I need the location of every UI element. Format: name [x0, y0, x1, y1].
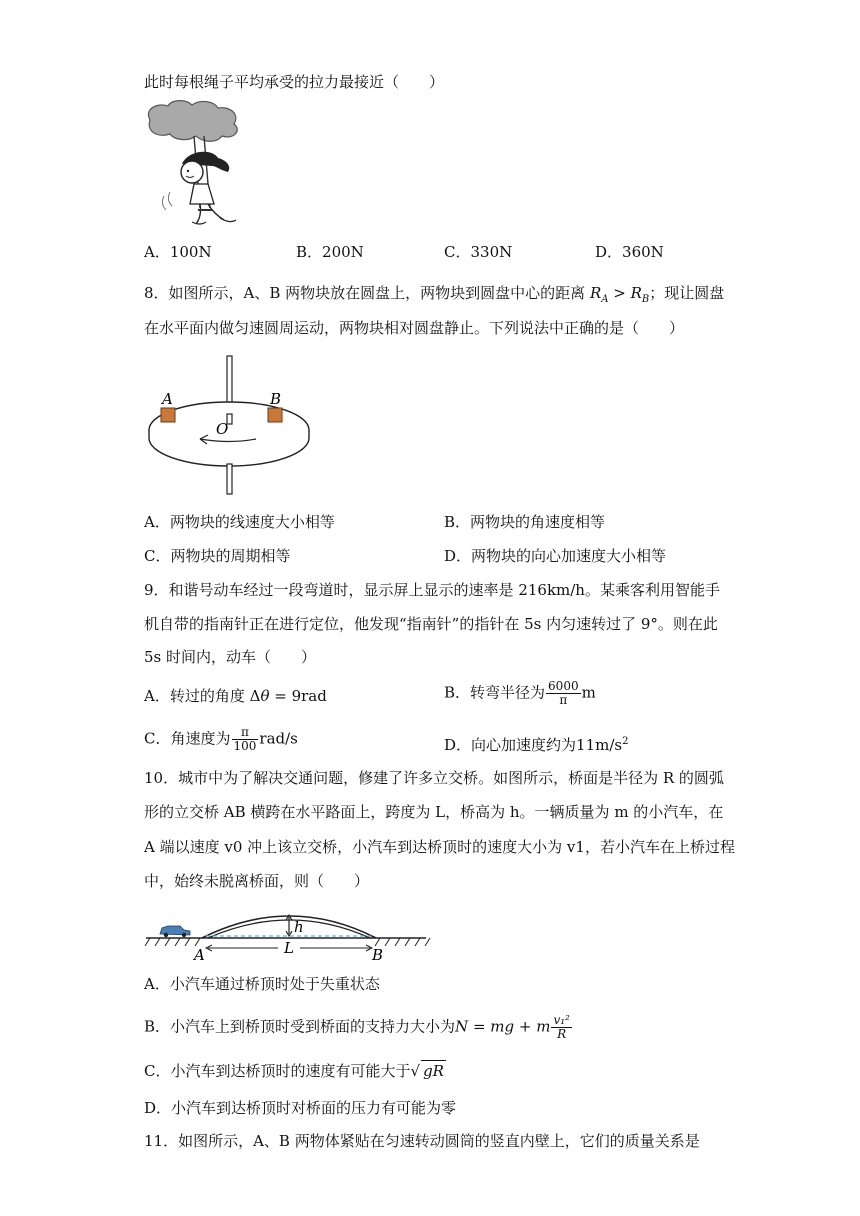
option-text: 两物块的角速度相等 — [470, 513, 606, 531]
option-letter: D． — [595, 243, 623, 261]
option-letter: D． — [144, 1099, 172, 1117]
q10-question-line-1: 10．城市中为了解决交通问题，修建了许多立交桥。如图所示，桥面是半径为 R 的圆弧 — [144, 769, 724, 787]
sqrt-symbol: √ — [410, 1062, 421, 1080]
bridge-height-label: h — [294, 918, 304, 936]
option-text: 360N — [622, 243, 664, 261]
rotating-disc-figure — [144, 352, 324, 496]
option-letter: D． — [444, 547, 472, 565]
q10-question-line-2: 形的立交桥 AB 横跨在水平路面上，跨度为 L，桥高为 h。一辆质量为 m 的小汽车，在 — [144, 803, 724, 821]
option-letter: B． — [444, 683, 471, 702]
option-letter: B． — [444, 513, 471, 531]
radius-fraction: $\frac{6000}{\pi}$ — [548, 679, 579, 707]
option-letter: B． — [296, 243, 323, 261]
q8-option-d[interactable] — [444, 546, 666, 566]
q9-question-line-1: 9．和谐号动车经过一段弯道时，显示屏上显示的速率是 216km/h。某乘客利用智能手 — [144, 581, 720, 599]
option-letter: A． — [144, 243, 170, 261]
option-letter: C． — [144, 729, 171, 748]
q9-option-d[interactable]: D．向心加速度约为$11m/s^2$ — [444, 736, 629, 754]
support-force-fraction: $\frac{\text{v₁²}}{R}$ — [553, 1013, 570, 1041]
center-o-label: O — [216, 420, 229, 438]
bridge-end-a-label: A — [194, 946, 205, 964]
q9-question-line-3: 5s 时间内，动车（ ） — [144, 648, 317, 666]
option-letter: C． — [144, 547, 171, 565]
q11-question-line-1: 11．如图所示，A、B 两物体紧贴在匀速转动圆筒的竖直内壁上，它们的质量关系是 — [144, 1132, 700, 1150]
q9-option-a[interactable]: A．转过的角度 Δθ = 9rad — [144, 687, 327, 705]
q8-question-line-1: 8．如图所示，A、B 两物块放在圆盘上，两物块到圆盘中心的距离 $R_A > R_B$；现让圆盘 — [144, 284, 725, 305]
option-letter: D． — [444, 736, 472, 754]
option-letter: C． — [444, 243, 471, 261]
q10-question-line-4: 中，始终未脱离桥面，则（ ） — [144, 872, 370, 890]
q10-option-a[interactable]: A．小汽车通过桥顶时处于失重状态 — [144, 975, 380, 993]
block-b-label: B — [270, 390, 282, 408]
girl-swing-figure — [142, 100, 252, 232]
bridge-span-label: L — [284, 939, 294, 957]
option-letter: A． — [144, 687, 170, 705]
q8-option-c[interactable] — [144, 546, 291, 566]
option-letter: A． — [144, 513, 170, 531]
q10-question-line-3: A 端以速度 v0 冲上该立交桥，小汽车到达桥顶时的速度大小为 v1，若小汽车在上桥过程 — [144, 838, 735, 856]
q9-option-b[interactable]: B．转弯半径为 $\frac{6000}{\pi}$ m — [444, 679, 596, 707]
q10-option-d[interactable]: D．小汽车到达桥顶时对桥面的压力有可能为零 — [144, 1099, 457, 1117]
option-text: 两物块的周期相等 — [170, 547, 291, 565]
option-letter: B． — [144, 1017, 171, 1036]
option-text: 330N — [470, 243, 513, 261]
option-text: 两物块的线速度大小相等 — [169, 513, 335, 531]
option-text: 两物块的向心加速度大小相等 — [471, 547, 667, 565]
q8-question-line-2: 在水平面内做匀速圆周运动，两物块相对圆盘静止。下列说法中正确的是（ ） — [144, 319, 685, 337]
q7-option-c[interactable] — [444, 242, 512, 262]
angular-velocity-fraction: $\frac{\pi}{100}$ — [233, 725, 257, 753]
option-text: 100N — [169, 243, 212, 261]
q9-question-line-2: 机自带的指南针正在进行定位，他发现“指南针”的指针在 5s 内匀速转过了 9°。则在此 — [144, 615, 718, 633]
q8-option-a[interactable] — [144, 512, 335, 532]
q9-option-c[interactable]: C．角速度为 $\frac{\pi}{100}$ rad/s — [144, 725, 298, 753]
option-letter: C． — [144, 1062, 171, 1080]
q7-question-tail: 此时每根绳子平均承受的拉力最接近（ ） — [144, 73, 445, 91]
q8-option-b[interactable] — [444, 512, 605, 532]
q7-option-d[interactable] — [595, 242, 664, 262]
option-text: 200N — [322, 243, 364, 261]
q7-option-b[interactable] — [296, 242, 364, 262]
bridge-figure — [144, 900, 434, 964]
q7-option-a[interactable] — [144, 242, 212, 262]
block-a-label: A — [162, 390, 173, 408]
bridge-end-b-label: B — [372, 946, 384, 964]
q10-option-b[interactable]: B．小汽车上到桥顶时受到桥面的支持力大小为N = mg + m $\frac{\text{v₁²}}{R}$ — [144, 1013, 570, 1041]
q10-option-c[interactable]: C．小汽车到达桥顶时的速度有可能大于√ gR — [144, 1062, 444, 1080]
option-letter: A． — [144, 975, 170, 993]
